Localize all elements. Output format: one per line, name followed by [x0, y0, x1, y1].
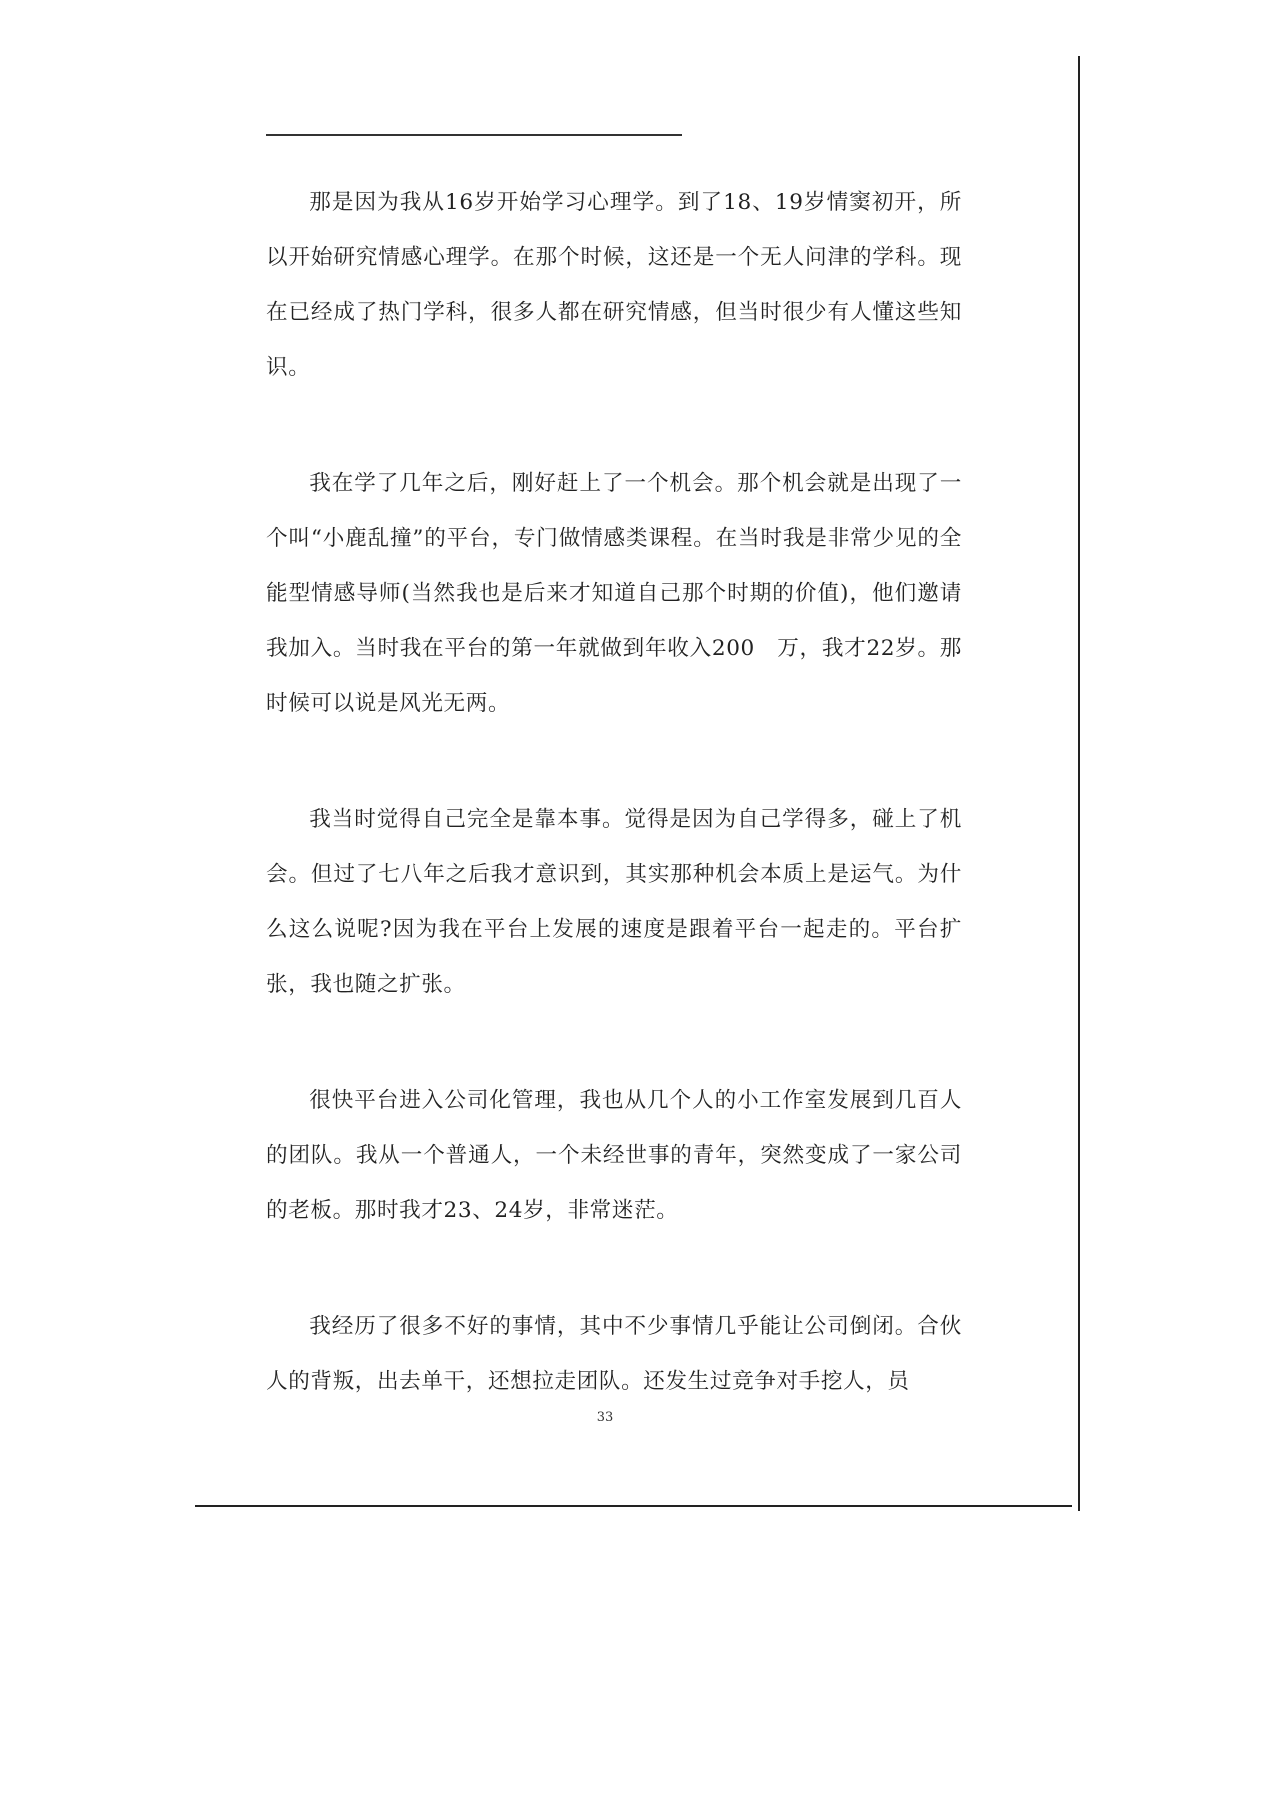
- paragraph: 那是因为我从16岁开始学习心理学。到了18、19岁情窦初开，所以开始研究情感心理学。在那个时候，这还是一个无人问津的学科。现在已经成了热门学科，很多人都在研究情感，但当时很少有人懂这些知识。: [266, 190, 962, 380]
- page-number: 33: [596, 1410, 614, 1425]
- paragraph: 我当时觉得自己完全是靠本事。觉得是因为自己学得多，碰上了机会。但过了七八年之后我才意识到，其实那种机会本质上是运气。为什么这么说呢?因为我在平台上发展的速度是跟着平台一起走的。平台扩张，我也随之扩张。: [266, 807, 962, 997]
- body-text: [266, 175, 962, 1470]
- right-frame-line: [1078, 56, 1080, 1511]
- paragraph: 很快平台进入公司化管理，我也从几个人的小工作室发展到几百人的团队。我从一个普通人，一个未经世事的青年，突然变成了一家公司的老板。那时我才23、24岁，非常迷茫。: [266, 1088, 962, 1223]
- top-rule: [266, 134, 682, 136]
- paragraph: 我经历了很多不好的事情，其中不少事情几乎能让公司倒闭。合伙人的背叛，出去单干，还想拉走团队。还发生过竞争对手挖人，员: [266, 1314, 962, 1394]
- paragraph: 我在学了几年之后，刚好赶上了一个机会。那个机会就是出现了一个叫“小鹿乱撞”的平台，专门做情感类课程。在当时我是非常少见的全能型情感导师(当然我也是后来才知道自己那个时期的价值)，他们邀请我加入。当时我在平台的第一年就做到年收入200 万，我才22岁。那时候可以说是风光无两。: [266, 471, 962, 716]
- bottom-frame-line: [195, 1505, 1072, 1507]
